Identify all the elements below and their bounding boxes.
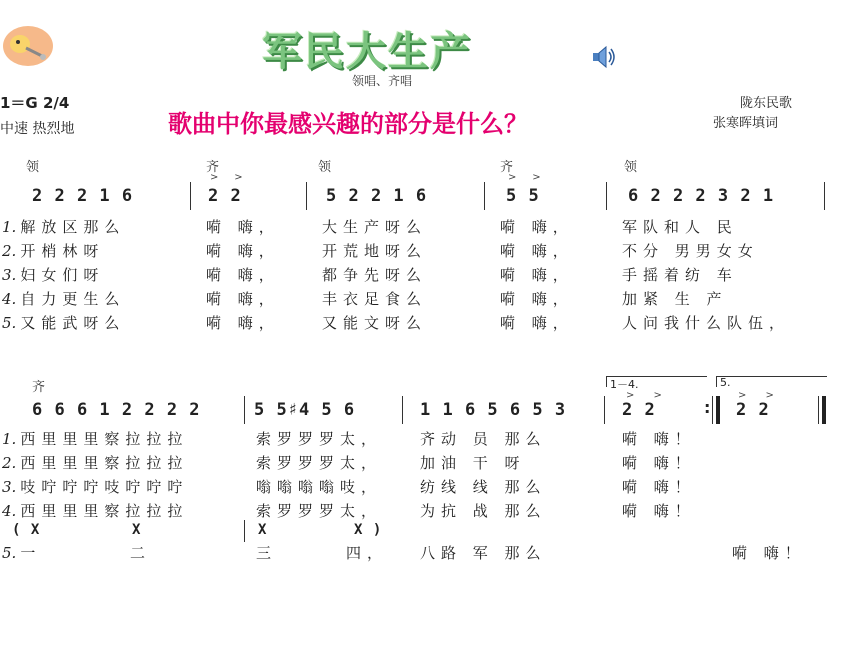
rhythm-beat: X <box>132 522 142 538</box>
accent-mark: > > <box>626 390 662 401</box>
bar-line <box>402 396 403 424</box>
accent-mark: > > <box>210 172 243 183</box>
volta-label: 5. <box>720 376 731 389</box>
bar-line <box>606 182 607 210</box>
part-mark: 齐 <box>500 160 514 175</box>
accent-mark: > > <box>738 390 774 401</box>
cartoon-logo-icon <box>2 24 54 68</box>
part-mark: 齐 <box>32 380 46 395</box>
notation-measure: 1 1 6 5 6 5 3 <box>420 400 567 420</box>
part-mark: 领 <box>624 160 638 175</box>
bar-line <box>712 396 713 424</box>
final-bar-line <box>822 396 826 424</box>
notation-measure: 5 5♯4 5 6 <box>254 400 356 420</box>
accent-mark: > > <box>508 172 541 183</box>
notation-measure: 6 6 6 1 2 2 2 2 <box>32 400 201 420</box>
rhythm-beat: X <box>258 522 268 538</box>
question-heading: 歌曲中你最感兴趣的部分是什么？ <box>168 110 528 138</box>
repeat-sign: : <box>704 398 711 417</box>
song-subtitle: 领唱、齐唱 <box>352 74 413 88</box>
bar-line <box>244 396 245 424</box>
part-mark: 齐 <box>206 160 220 175</box>
bar-line <box>484 182 485 210</box>
rhythm-beat: X ) <box>354 522 383 538</box>
song-title: 军民大生产 <box>262 29 472 75</box>
bar-line <box>306 182 307 210</box>
bar-line <box>244 520 245 542</box>
bar-line <box>190 182 191 210</box>
repeat-bar-line <box>716 396 720 424</box>
notation-measure: 6 2 2 2 3 2 1 <box>628 186 775 206</box>
notation-measure: 2 2 <box>208 186 242 206</box>
key-signature: 1＝G 2/4 <box>0 94 70 112</box>
bar-line <box>604 396 605 424</box>
notation-measure: 2 2 <box>736 400 770 420</box>
rhythm-beat: ( X <box>12 522 41 538</box>
speaker-icon[interactable] <box>590 44 618 70</box>
volta-label: 1－4. <box>610 378 639 391</box>
bar-line <box>818 396 819 424</box>
notation-measure: 2 2 2 1 6 <box>32 186 134 206</box>
bar-line <box>824 182 825 210</box>
lyricist-credit: 张寒晖填词 <box>713 116 779 131</box>
tempo-marking: 中速 热烈地 <box>0 121 75 137</box>
notation-measure: 5 5 <box>506 186 540 206</box>
folk-song-credit: 陇东民歌 <box>740 96 793 111</box>
notation-measure: 2 2 <box>622 400 656 420</box>
part-mark: 领 <box>318 160 332 175</box>
volta-bracket <box>716 376 827 387</box>
notation-measure: 5 2 2 1 6 <box>326 186 428 206</box>
part-mark: 领 <box>26 160 40 175</box>
